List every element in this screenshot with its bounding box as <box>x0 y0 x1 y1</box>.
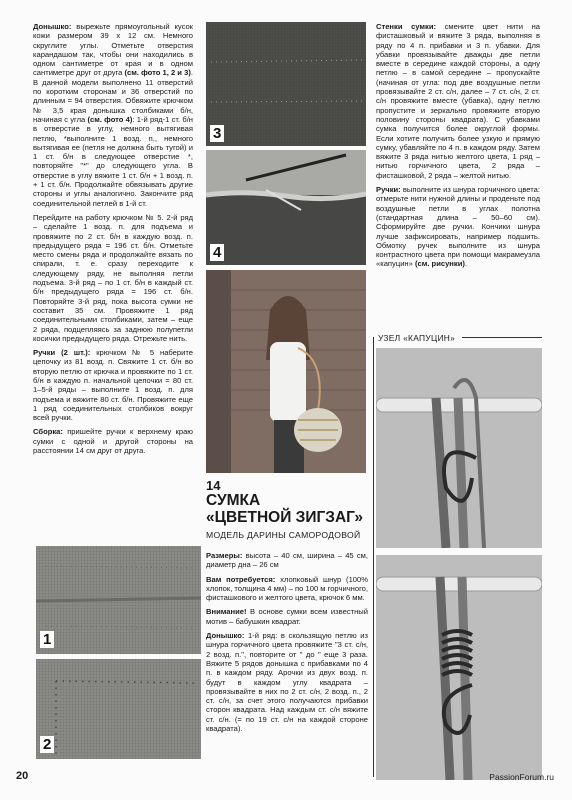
model-with-bag-image <box>206 270 366 473</box>
knot-step-2-image <box>376 555 542 780</box>
crochet-edge-image <box>206 150 366 265</box>
knot-label: УЗЕЛ «КАПУЦИН» <box>378 333 456 343</box>
leather-holes-image <box>36 659 201 759</box>
page-number: 20 <box>16 770 29 782</box>
knot-step-1-image <box>376 348 542 548</box>
model-photo <box>206 270 366 473</box>
handles-cord-paragraph: Ручки: выполните из шнура горчичного цвета: отмерьте нити нужной длины и проденьте под воздушные петли в углах полотна (стандартная длина – 50–60 см). Сформируйте две ручки. Кончики шнура лучше зафиксировать, например подшить. Обмотку ручек выполните из шнура контрастного цвета при помощи макрамеузла «капуцин» (см. рисунки). <box>376 185 540 269</box>
site-watermark: PassionForum.ru <box>489 772 554 782</box>
knot-photo-1 <box>376 348 542 548</box>
knot-photo-2 <box>376 555 542 780</box>
bottom-paragraph: Донышко: 1-й ряд: в скользящую петлю из шнура горчичного цвета провяжите "3 ст. с/н, 2 возд. п.", повторите от " до " еще 3 раза. Вяжите 5 рядов донышка с прибавками по 4 п. в каждом ряду. Арочки из двух возд. п. будут в каждом углу квадрата – провязывайте в них по 2 ст. с/н, 2 возд. п., 2 ст. с/н, за счет этого получаются прибавки сторон квадрата. Над каждым ст. с/н вяжите ст. с/н. (= по 19 ст. с/н на каждой стороне квадрата). <box>206 631 368 734</box>
assembly-paragraph: Сборка: пришейте ручки к верхнему краю сумки с одной и другой стороны на расстоянии 14 см друг от друга. <box>33 427 193 456</box>
photo-leather-holes <box>36 659 201 759</box>
photo-number-3: 3 <box>210 125 224 142</box>
photo-number-2: 2 <box>40 736 54 753</box>
attention-paragraph: Внимание! В основе сумки всем известный мотив – бабушкин квадрат. <box>206 607 368 626</box>
sizes-paragraph: Размеры: высота – 40 см, ширина – 45 см, диаметр дна – 26 см <box>206 551 368 570</box>
photo-number-4: 4 <box>210 244 224 261</box>
knot-frame-top <box>462 337 542 338</box>
middle-text-column <box>206 551 368 738</box>
materials-paragraph: Вам потребуется: хлопковый шнур (100% хлопок, толщина 4 мм) – по 100 м горчичного, фисташкового и желтого цвета, крючок 6 мм. <box>206 574 369 603</box>
model-title: СУМКА «ЦВЕТНОЙ ЗИГЗАГ» <box>206 492 363 526</box>
model-number: 14 <box>206 478 221 493</box>
bottom-leather-paragraph: Донышко: вырежьте прямоугольный кусок кожи размером 39 х 12 см. Немного скруглите углы. Отметьте отверстия карандашом так, чтобы они находились в одном сантиметре от края и в одном сантиметре друг от друга (см. фото 1, 2 и 3). В данной модели выполнено 11 отверстий по коротким сторонам и 36 отверстий по длинным = 94 отверстия. Обвяжите крючком № 3,5 края донышка столбиками б/н, начиная с угла (см. фото 4): 1-й ряд-1 ст. б/н в отверстие в углу, немного вытягивая петлю, *выполните 1 возд. п., немного вытягивая ее (петля не должна быть тугой) и 1 ст. б/н в следующее отверстие *, повторяйте "*" до следующего угла. В отверстие в углу вяжите 1 ст. б/н + 1 возд. п. + 1 ст. б/н. Продолжайте обвязывать другие стороны и углы аналогично. Закончите ряд соединительной петлей в 1-й ст. <box>33 22 194 208</box>
left-text-column <box>33 22 193 460</box>
leather-dots-image <box>206 22 366 146</box>
photo-crochet-edge <box>206 150 366 265</box>
walls-paragraph: Стенки сумки: смените цвет нити на фисташковый и вяжите 3 ряда, выполняя в ряду по 4 п. прибавки и 3 п. убавки. Для убавки провязывайте дважды две петли вместе в середине каждой стороны, а одну петлю – в самой середине – пропускайте (начиная от угла: под две воздушные петли провязывайте 2 ст. с/н, далее – 7 ст. с/н, 2 ст. с/н провяжите вместе (убавка), одну петлю пропустите и зеркально провяжите вторую половину стороны квадрата). С убавками сумка получится более округлой формы. Если хотите получить более узкую и прямую сумку, убавляйте по 4 п. в каждом ряду. Затем вяжите 3 ряда нитью желтого цвета, 1 ряд – нитью горчичного цвета, 2 ряда – фисташковой, 2 ряда – желтой нитью. <box>376 22 540 180</box>
leather-texture-image <box>36 546 201 654</box>
handles-paragraph: Ручки (2 шт.): крючком № 5 наберите цепочку из 81 возд. п. Свяжите 1 ст. б/н во вторую петлю от крючка и провяжите по 1 ст. б/н в каждую п. начальной цепочки = 80 ст. 1–5-й ряды – выполните 1 возд. п. для подъема и вяжите 80 ст. б/н. Провяжите еще 1 ряд соединительных столбиков вокруг всей ручки. <box>33 348 193 423</box>
photo-number-1: 1 <box>40 631 54 648</box>
right-text-column <box>376 22 540 274</box>
model-author: МОДЕЛЬ ДАРИНЫ САМОРОДОВОЙ <box>206 530 361 540</box>
hook-work-paragraph: Перейдите на работу крючком № 5. 2-й ряд – сделайте 1 возд. п. для подъема и провяжите по 2 ст. б/н в каждую возд. п. предыдущего ряда = 196 ст. б/н. Отметьте место смены ряда и продолжайте вязать по спирали, т. е. сразу переходите к следующему ряду, не выполняя петли подъема. 3-й ряд – по 1 ст. б/н в каждый ст. б/н предыдущего ряда = 196 ст. б/н. Повторяйте 3-й ряд, пока высота сумки не составит 35 см. Провяжите 1 ряд соединительными столбиками, затем – еще 2 ряда, подцепляясь за заднюю полупетли косички предыдущего ряда. Отрежьте нить. <box>33 212 193 343</box>
photo-leather-dots <box>206 22 366 146</box>
photo-leather-marked <box>36 546 201 654</box>
